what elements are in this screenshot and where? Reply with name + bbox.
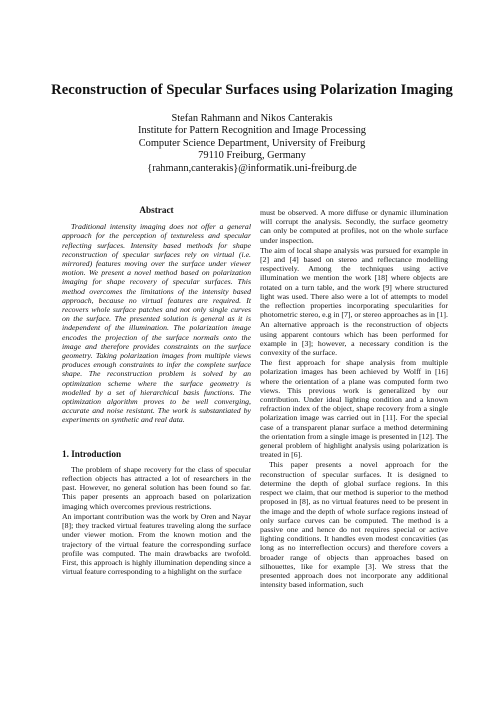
body-paragraph: The aim of local shape analysis was pursued for example in [2] and [4] based on stereo and reflectance modelling respectively. Among the techniques using active illumination we mention the work [18] where objects are rotated on a turn table, and the work [9] where structured light was used. There also were a lot of attempts to model the reflection properties incorporating specularities for photometric stereo, e.g in [7], or stereo approaches as in [1]. [260, 245, 448, 320]
body-paragraph: An alternative approach is the reconstruction of objects using apparent contours which has been performed for example in [3]; however, a necessary condition is the convexity of the surface. [260, 320, 448, 358]
author-block [0, 113, 504, 175]
author-names: Stefan Rahmann and Nikos Canterakis [171, 113, 333, 124]
abstract-heading: Abstract [139, 205, 174, 215]
body-paragraph: The first approach for shape analysis from multiple polarization images has been achieved by Wolff in [16] where the orientation of a plane was computed form two views. This previous work is generalized by our contribution. Under ideal lighting condition and a known refraction index of the object, shape recovery from a single polarization image was carried out in [11]. For the special case of a transparent planar surface a method determining the orientation from a single image is presented in [12]. The general problem of highlight analysis using polarization is treated in [6]. [260, 358, 448, 460]
affiliation-department: Computer Science Department, University of Freiburg [138, 137, 366, 149]
left-column [62, 206, 251, 577]
affiliation-institute: Institute for Pattern Recognition and Image Processing [138, 125, 366, 137]
body-paragraph: must be observed. A more diffuse or dynamic illumination will corrupt the analysis. Secondly, the surface geometry can only be computed at profiles, not on the whole surface under inspection. [260, 208, 448, 245]
body-paragraph: This paper presents a novel approach for the reconstruction of specular surfaces. It is designed to determine the depth of global surface regions. In this respect we claim, that our method is superior to the method proposed in [8], as no virtual features need to be present in the image and the depth of whole surface regions instead of only surface curves can be computed. The method is a passive one and hence do not requires special or active lighting conditions. It handles even modest concavities (as long as no interreflection occurs) and therefore covers a broader range of objects than approaches based on silhouettes, like for example [3]. We stress that the presented approach does not incorporate any additional intensity based information, such [260, 460, 448, 590]
abstract-text: Traditional intensity imaging does not offer a general approach for the perception of textureless and specular reflecting surfaces. Intensity based methods for shape reconstruction of specular surfaces rely on virtual (i.e. mirrored) features moving over the surface under viewer motion. We present a novel method based on polarization imaging for shape recovery of specular surfaces. This method overcomes the limitations of the intensity based approach, because no virtual features are required. It recovers whole surface patches and not only single curves on the surface. The presented solution is general as it is independent of the illumination. The polarization image encodes the projection of the surface normals onto the image and therefore provides constraints on the surface geometry. Taking polarization images from multiple views produces enough constraints to infer the complete surface shape. The reconstruction problem is solved by an optimization scheme where the surface geometry is modelled by a set of hierarchical basis functions. The optimization algorithm proves to be well converging, accurate and noise resistant. The work is substantiated by experiments on synthetic and real data. [62, 222, 251, 425]
author-email: {rahmann,canterakis}@informatik.uni-freiburg.de [147, 162, 357, 174]
section-heading-introduction: 1. Introduction [62, 448, 122, 459]
intro-paragraph: An important contribution was the work by Oren and Nayar [8]; they tracked virtual features traveling along the surface under viewer motion. From the known motion and the trajectory of the virtual feature the corresponding surface profile was computed. The main drawbacks are twofold. First, this approach is highly illumination depending since a virtual feature corresponding to a highlight on the surface [62, 511, 251, 577]
intro-paragraph: The problem of shape recovery for the class of specular reflection objects has attracted a lot of researchers in the past. However, no general solution has been found so far. This paper presents an approach based on polarization imaging which overcomes previous restrictions. [62, 464, 251, 511]
paper-title: Reconstruction of Specular Surfaces using Polarization Imaging [51, 82, 453, 98]
right-column [260, 208, 448, 590]
affiliation-address: 79110 Freiburg, Germany [198, 150, 306, 162]
